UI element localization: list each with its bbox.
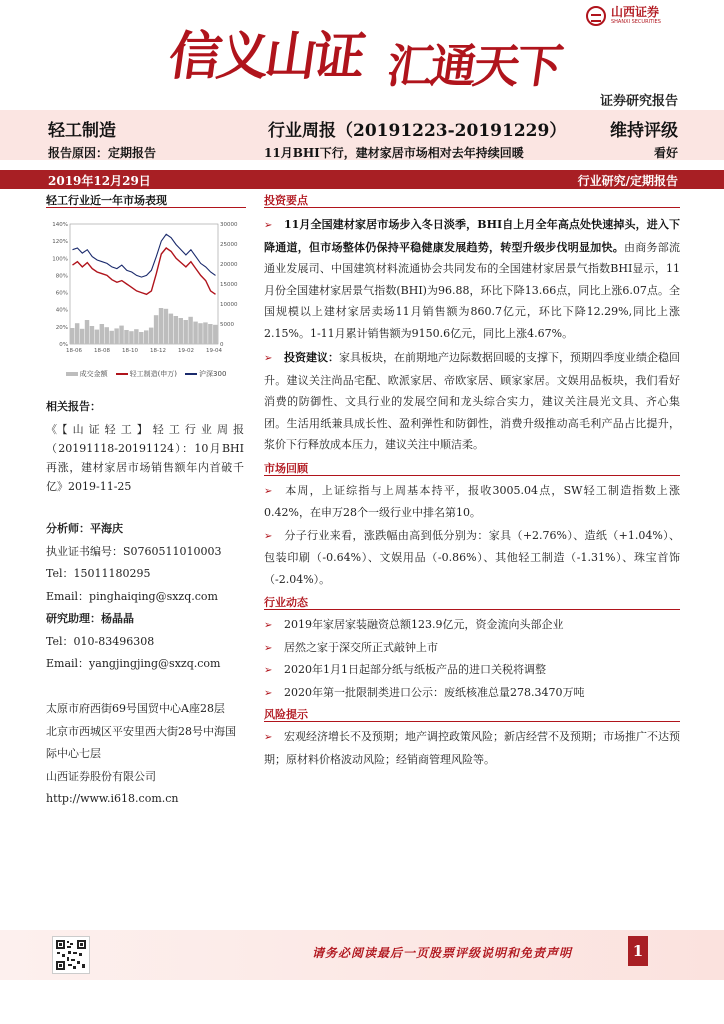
right-column — [264, 192, 680, 770]
volume-bar — [70, 328, 74, 344]
bullet-triangle-icon: ➢ — [264, 665, 273, 676]
analyst-cert: 执业证书编号：S0760511010003 — [46, 544, 222, 558]
bullet-triangle-icon: ➢ — [264, 220, 273, 231]
x-tick-label: 18-10 — [122, 348, 138, 354]
footer — [0, 930, 724, 980]
right-tick-label: 20000 — [220, 262, 238, 268]
x-tick-label: 19-04 — [206, 348, 222, 354]
volume-bar — [174, 316, 178, 344]
news-item — [264, 614, 680, 637]
volume-bar — [109, 331, 113, 344]
volume-bar — [149, 328, 153, 344]
address-beijing: 北京市西城区平安里西大街28号中海国际中心七层 — [46, 724, 236, 760]
hs300-line — [73, 234, 216, 277]
analyst-info — [46, 518, 246, 676]
address-info — [46, 698, 246, 811]
analyst-email[interactable]: Email：pinghaiqing@sxzq.com — [46, 589, 218, 603]
volume-bar — [75, 323, 79, 344]
chart-svg — [46, 218, 246, 368]
slogan-left: 信义山证 — [165, 26, 366, 87]
right-tick-label: 5000 — [220, 322, 234, 328]
news-item-4: 2020年第一批限制类进口公示：废纸核准总量278.3470万吨 — [284, 685, 585, 699]
right-tick-label: 15000 — [220, 282, 238, 288]
volume-bar — [90, 326, 94, 344]
point2-body: 家具板块，在前期地产边际数据回暖的支撑下，预期四季度业绩企稳回升。建议关注尚品宅配、欧派家居、帝欧家居、顾家家居。文娱用品板块，我们看好消费的防御性、文具行业的发展空间和龙头综合实力，建议关注晨光文具、齐心集团。生活用纸兼具成长性、盈利弹性和防御性，消费升级推动高毛利产品占比提升，浆价下行释放成本压力，建议关注中顺洁柔。 — [264, 351, 680, 451]
volume-bar — [198, 323, 202, 344]
volume-bar — [203, 322, 207, 344]
market-review-2 — [264, 525, 680, 591]
market-review-2-text: 分子行业来看，涨跌幅由高到低分别为：家具（+2.76%）、造纸（+1.04%）、包装印刷（-0.64%）、文娱用品（-0.86%）、其他轻工制造（-1.31%）、珠宝首饰（-2.04%）。 — [264, 528, 680, 586]
bullet-triangle-icon: ➢ — [264, 353, 273, 364]
news-item-1: 2019年家居家装融资总额123.9亿元，资金流向头部企业 — [284, 618, 564, 631]
market-chart — [46, 218, 246, 368]
volume-bar — [193, 322, 197, 344]
chart-title: 轻工行业近一年市场表现 — [46, 192, 246, 208]
news-item — [264, 659, 680, 682]
logo-mark-icon — [586, 6, 606, 26]
disclaimer-notice: 请务必阅读最后一页股票评级说明和免责声明 — [312, 946, 573, 960]
left-tick-label: 140% — [52, 222, 68, 228]
volume-bar — [80, 329, 84, 344]
slogan-right: 汇通天下 — [383, 39, 564, 93]
volume-bar — [139, 332, 143, 344]
volume-bar — [114, 328, 118, 344]
volume-bar — [134, 329, 138, 344]
x-tick-label: 18-12 — [150, 348, 166, 354]
left-tick-label: 100% — [52, 256, 68, 263]
qr-code-icon[interactable] — [52, 936, 90, 974]
volume-bar — [100, 324, 104, 344]
qr-pattern — [56, 940, 86, 970]
volume-bar — [119, 326, 123, 344]
x-tick-label: 19-02 — [178, 348, 194, 354]
company-website[interactable]: http://www.i618.com.cn — [46, 792, 179, 805]
market-review-1 — [264, 480, 680, 524]
company-logo — [586, 6, 661, 26]
left-tick-label: 20% — [55, 324, 68, 331]
point1-body: 由商务部流通业发展司、中国建筑材料流通协会共同发布的全国建材家居景气指数BHI显示，11月份全国建材家居景气指数(BHI)为96.88，环比下降13.66点，同比上涨6.07点。全国规模以上建材家居卖场11月销售额为860.7亿元，环比下降12.29%,同比上涨2.15%。1-11月累计销售额为9150.6亿元，同比上涨4.67%。 — [264, 240, 680, 340]
bullet-triangle-icon: ➢ — [264, 732, 273, 743]
news-item — [264, 637, 680, 660]
volume-bar — [154, 315, 158, 344]
logo-en: SHANXI SECURITIES — [611, 19, 661, 25]
volume-bar — [169, 314, 173, 344]
left-tick-label: 40% — [55, 307, 68, 314]
volume-bar — [144, 330, 148, 344]
right-tick-label: 30000 — [220, 222, 238, 228]
point1-lead: 11月全国建材家居市场步入冬日淡季，BHI自上月全年高点处快速掉头，进入下降通道，但市场整体仍保持平稳健康发展趋势，转型升级步伐明显加快。 — [264, 218, 680, 254]
right-tick-label: 25000 — [220, 242, 238, 248]
industry-name: 轻工制造 — [48, 121, 116, 141]
risk-item — [264, 726, 680, 770]
section-risk: 风险提示 — [264, 706, 680, 722]
volume-bar — [124, 330, 128, 344]
left-column — [46, 192, 246, 805]
volume-bar — [188, 317, 192, 344]
bullet-triangle-icon: ➢ — [264, 485, 273, 497]
report-kind: 证券研究报告 — [599, 94, 678, 109]
report-category: 行业研究/定期报告 — [577, 174, 678, 188]
volume-bar — [213, 325, 217, 344]
company-name: 山西证券股份有限公司 — [46, 769, 156, 783]
left-tick-label: 0% — [59, 342, 68, 348]
section-industry-news: 行业动态 — [264, 594, 680, 610]
bullet-triangle-icon: ➢ — [264, 642, 273, 654]
page-number: 1 — [628, 936, 648, 966]
related-report-link[interactable]: 《【山证轻工】轻工行业周报（20191118-20191124）：10月BHI再涨，建材家居市场销售额年内首破千亿》2019-11-25 — [46, 423, 244, 493]
bullet-triangle-icon: ➢ — [264, 687, 273, 699]
legend-label-volume: 成交金额 — [79, 370, 108, 378]
market-review-1-text: 本周，上证综指与上周基本持平，报收3005.04点，SW轻工制造指数上涨0.42%，在申万28个一级行业中排名第10。 — [264, 483, 680, 519]
volume-bar — [183, 320, 187, 344]
title-bar — [0, 110, 724, 160]
report-title: 行业周报（20191223-20191229） — [268, 121, 567, 141]
news-item-3: 2020年1月1日起部分纸与纸板产品的进口关税将调整 — [284, 663, 546, 676]
legend-label-hs300: 沪深300 — [199, 370, 227, 378]
volume-bar — [129, 331, 133, 344]
risk-text: 宏观经济增长不及预期；地产调控政策风险；新店经营不及预期；市场推广不达预期；原材料价格波动风险；经销商管理风险等。 — [264, 730, 680, 766]
chart-legend — [46, 369, 246, 379]
rating-value: 看好 — [653, 146, 678, 160]
assistant-name: 研究助理：杨晶晶 — [46, 612, 134, 625]
address-taiyuan: 太原市府西街69号国贸中心A座28层 — [46, 702, 225, 715]
report-reason: 报告原因：定期报告 — [48, 146, 157, 160]
right-tick-label: 0 — [220, 342, 224, 348]
volume-bar — [159, 308, 163, 344]
analyst-name: 分析师：平海庆 — [46, 522, 123, 535]
volume-bar — [179, 318, 183, 344]
x-tick-label: 18-08 — [94, 348, 110, 354]
bullet-triangle-icon: ➢ — [264, 620, 273, 631]
volume-bar — [95, 330, 99, 344]
left-tick-label: 60% — [55, 290, 68, 297]
x-tick-label: 18-06 — [66, 348, 82, 354]
legend-item-hs300 — [185, 369, 226, 379]
volume-bar — [85, 320, 89, 344]
bullet-triangle-icon: ➢ — [264, 530, 273, 542]
assistant-email[interactable]: Email：yangjingjing@sxzq.com — [46, 657, 221, 670]
legend-label-light-industry: 轻工制造(申万) — [129, 370, 178, 378]
volume-bar — [208, 324, 212, 344]
legend-item-volume — [66, 369, 108, 379]
news-item — [264, 682, 680, 705]
point2-lead: 投资建议： — [284, 351, 339, 364]
related-reports-title: 相关报告： — [46, 400, 101, 413]
left-tick-label: 80% — [55, 273, 68, 280]
analyst-tel: Tel：15011180295 — [46, 567, 151, 580]
report-date: 2019年12月29日 — [48, 174, 151, 188]
left-tick-label: 120% — [52, 239, 68, 246]
logo-cn: 山西证券 — [611, 5, 660, 19]
volume-bar — [164, 309, 168, 344]
investment-point-1 — [264, 214, 680, 344]
section-investment-points: 投资要点 — [264, 192, 680, 208]
rating-label: 维持评级 — [610, 121, 678, 141]
section-market-review: 市场回顾 — [264, 460, 680, 476]
header-banner — [0, 0, 724, 110]
legend-item-light-industry — [116, 369, 177, 379]
right-tick-label: 10000 — [220, 302, 238, 308]
report-subtitle: 11月BHI下行，建材家居市场相对去年持续回暖 — [264, 146, 524, 160]
date-bar — [0, 170, 724, 189]
assistant-tel: Tel：010-83496308 — [46, 634, 155, 648]
news-item-2: 居然之家于深交所正式敲钟上市 — [284, 640, 438, 654]
volume-bar — [105, 327, 109, 344]
investment-point-2 — [264, 347, 680, 456]
